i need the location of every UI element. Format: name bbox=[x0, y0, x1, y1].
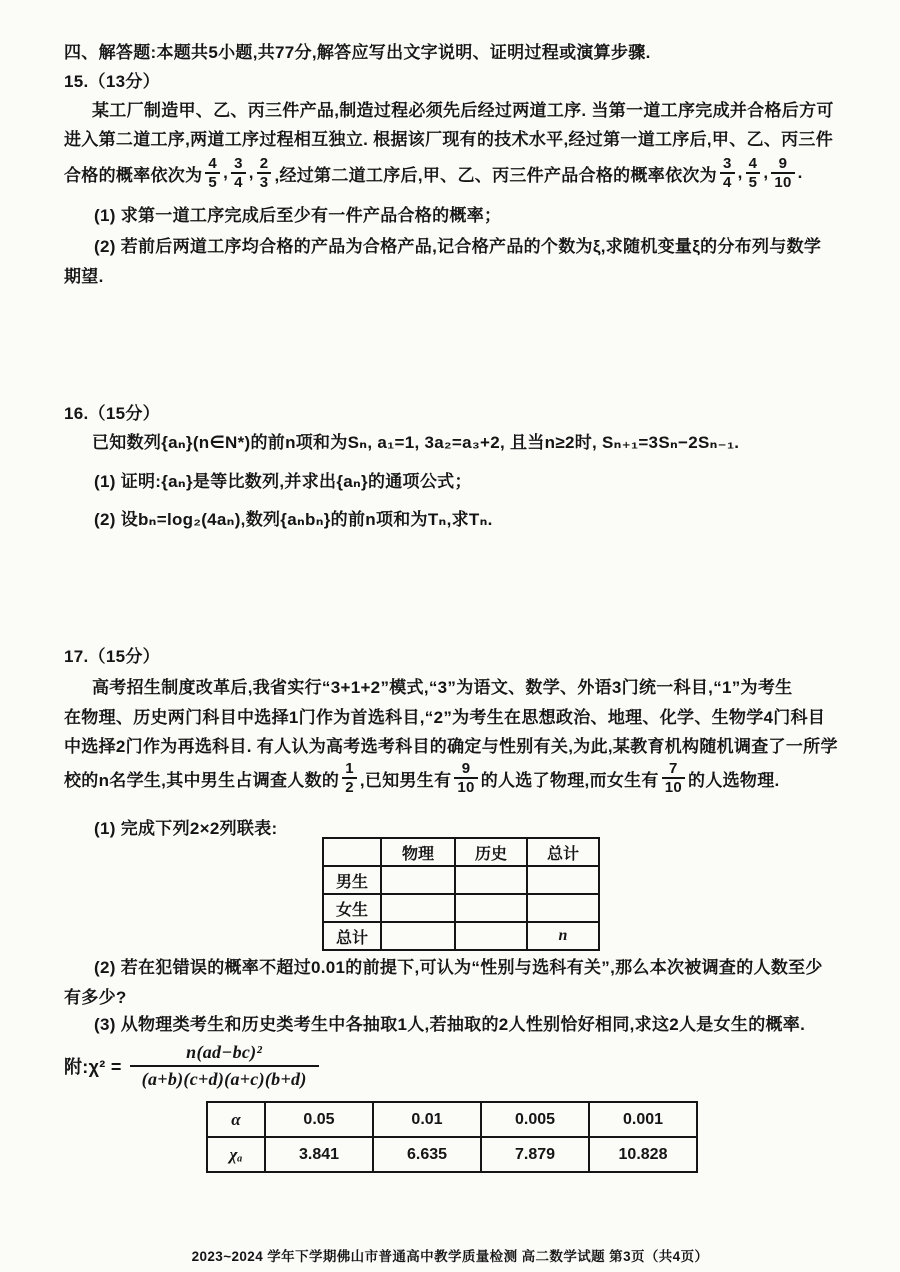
text-run: ,已知男生有 bbox=[359, 770, 452, 790]
q15-item-2-line1: (2) 若前后两道工序均合格的产品为合格产品,记合格产品的个数为ξ,求随机变量ξ的分布列与数学 bbox=[94, 237, 822, 256]
fraction bbox=[231, 155, 246, 192]
q17-paragraph-line1: 高考招生制度改革后,我省实行“3+1+2”模式,“3”为语文、数学、外语3门统一科目,“1”为考生 bbox=[92, 678, 793, 697]
section-header: 四、解答题:本题共5小题,共77分,解答应写出文字说明、证明过程或演算步骤. bbox=[64, 43, 651, 62]
fraction-numerator: 4 bbox=[208, 154, 218, 172]
q17-item-2-line1: (2) 若在犯错误的概率不超过0.01的前提下,可认为“性别与选科有关”,那么本次被调查的人数至少 bbox=[94, 958, 823, 977]
fraction-numerator: 3 bbox=[722, 154, 732, 172]
q15-paragraph-line2: 进入第二道工序,两道工序过程相互独立. 根据该厂现有的技术水平,经过第一道工序后,甲、乙、丙三件 bbox=[64, 130, 834, 149]
table-cell: 女生 bbox=[323, 894, 381, 922]
table-header-cell: 总计 bbox=[527, 838, 599, 866]
fraction bbox=[771, 155, 794, 192]
q16-intro: 已知数列{aₙ}(n∈N*)的前n项和为Sₙ, a₁=1, 3a₂=a₃+2, 且当n≥2时, Sₙ₊₁=3Sₙ−2Sₙ₋₁. bbox=[92, 433, 740, 452]
q16-item-2: (2) 设bₙ=log₂(4aₙ),数列{aₙbₙ}的前n项和为Tₙ,求Tₙ. bbox=[94, 510, 493, 529]
table-cell: 7.879 bbox=[481, 1137, 589, 1172]
formula-prefix: 附:χ² = bbox=[64, 1056, 122, 1077]
fraction-numerator: 7 bbox=[669, 759, 678, 777]
text-run: 合格的概率依次为 bbox=[64, 165, 203, 185]
table-cell: χₐ bbox=[207, 1137, 265, 1172]
fraction-denominator: 5 bbox=[746, 172, 761, 191]
table-cell: 10.828 bbox=[589, 1137, 697, 1172]
page-footer: 2023~2024 学年下学期佛山市普通高中教学质量检测 高二数学试题 第3页（共4页） bbox=[191, 1249, 709, 1264]
q16-item-1: (1) 证明:{aₙ}是等比数列,并求出{aₙ}的通项公式； bbox=[94, 472, 472, 491]
table-row bbox=[323, 922, 599, 950]
fraction-denominator: 10 bbox=[454, 777, 477, 796]
fraction-numerator: 9 bbox=[778, 154, 788, 172]
table-cell bbox=[455, 894, 527, 922]
table-header-cell: 历史 bbox=[455, 838, 527, 866]
formula-denominator: (a+b)(c+d)(a+c)(b+d) bbox=[130, 1065, 319, 1092]
fraction bbox=[662, 760, 685, 797]
contingency-table bbox=[322, 837, 600, 951]
table-cell: 总计 bbox=[323, 922, 381, 950]
q17-item-2-line2: 有多少? bbox=[64, 988, 127, 1007]
table-cell: 3.841 bbox=[265, 1137, 373, 1172]
fraction bbox=[720, 155, 735, 192]
fraction-denominator: 10 bbox=[662, 777, 685, 796]
q17-item-3: (3) 从物理类考生和历史类考生中各抽取1人,若抽取的2人性别恰好相同,求这2人是女生的概率. bbox=[94, 1015, 806, 1034]
q17-heading: 17.（15分） bbox=[64, 647, 160, 666]
fraction-denominator: 4 bbox=[720, 172, 735, 191]
text-run: , bbox=[248, 163, 254, 182]
table-cell: 0.01 bbox=[373, 1102, 481, 1137]
table-header-cell bbox=[323, 838, 381, 866]
table-cell bbox=[455, 922, 527, 950]
formula-fraction bbox=[130, 1040, 319, 1091]
q17-paragraph-line2: 在物理、历史两门科目中选择1门作为首选科目,“2”为考生在思想政治、地理、化学、生物学4门科目 bbox=[64, 708, 826, 727]
fraction-numerator: 1 bbox=[345, 759, 354, 777]
table-header-cell: 物理 bbox=[381, 838, 455, 866]
formula-numerator: n(ad−bc)² bbox=[186, 1042, 263, 1062]
table-cell bbox=[381, 866, 455, 894]
fraction-numerator: 4 bbox=[748, 154, 758, 172]
table-cell: 0.001 bbox=[589, 1102, 697, 1137]
table-cell bbox=[527, 894, 599, 922]
q15-paragraph-line1: 某工厂制造甲、乙、丙三件产品,制造过程必须先后经过两道工序. 当第一道工序完成并合格后方可 bbox=[92, 101, 834, 120]
table-cell bbox=[381, 922, 455, 950]
critical-values-table bbox=[206, 1101, 698, 1173]
text-run: . bbox=[797, 163, 803, 182]
q15-item-2-line2: 期望. bbox=[64, 267, 104, 286]
q17-proportion-line bbox=[64, 755, 780, 801]
chi-square-formula bbox=[64, 1040, 319, 1091]
fraction bbox=[342, 760, 357, 797]
table-cell: n bbox=[527, 922, 599, 950]
fraction bbox=[257, 155, 272, 192]
fraction-numerator: 2 bbox=[259, 154, 269, 172]
table-cell bbox=[455, 866, 527, 894]
table-row bbox=[207, 1102, 697, 1137]
fraction-numerator: 9 bbox=[461, 759, 471, 777]
table-cell: 男生 bbox=[323, 866, 381, 894]
fraction-denominator: 3 bbox=[257, 172, 272, 191]
fraction-denominator: 2 bbox=[342, 777, 357, 796]
q16-heading: 16.（15分） bbox=[64, 404, 160, 423]
table-row bbox=[207, 1137, 697, 1172]
fraction-denominator: 10 bbox=[771, 172, 794, 191]
table-cell: 6.635 bbox=[373, 1137, 481, 1172]
text-run: , bbox=[223, 163, 229, 182]
text-run: ,经过第二道工序后,甲、乙、丙三件产品合格的概率依次为 bbox=[274, 165, 717, 185]
table-cell: 0.005 bbox=[481, 1102, 589, 1137]
table-cell bbox=[381, 894, 455, 922]
fraction-denominator: 4 bbox=[231, 172, 246, 191]
text-run: 校的n名学生,其中男生占调查人数的 bbox=[64, 770, 340, 790]
text-run: , bbox=[763, 163, 769, 182]
fraction bbox=[454, 760, 477, 797]
table-cell: 0.05 bbox=[265, 1102, 373, 1137]
table-row bbox=[323, 866, 599, 894]
q15-probability-line bbox=[64, 150, 803, 196]
fraction bbox=[746, 155, 761, 192]
q17-paragraph-line3: 中选择2门作为再选科目. 有人认为高考选考科目的确定与性别有关,为此,某教育机构随机调查了一所学 bbox=[64, 737, 838, 756]
table-cell bbox=[527, 866, 599, 894]
q15-item-1: (1) 求第一道工序完成后至少有一件产品合格的概率； bbox=[94, 206, 502, 225]
fraction-numerator: 3 bbox=[234, 154, 243, 172]
fraction-denominator: 5 bbox=[205, 172, 220, 191]
q17-item-1: (1) 完成下列2×2列联表: bbox=[94, 819, 278, 838]
q15-heading: 15.（13分） bbox=[64, 72, 160, 91]
table-row bbox=[323, 894, 599, 922]
fraction bbox=[205, 155, 220, 192]
text-run: 的人选了物理,而女生有 bbox=[480, 770, 659, 790]
text-run: 的人选物理. bbox=[688, 770, 780, 790]
text-run: , bbox=[737, 163, 743, 182]
table-header-row bbox=[323, 838, 599, 866]
table-cell: α bbox=[207, 1102, 265, 1137]
